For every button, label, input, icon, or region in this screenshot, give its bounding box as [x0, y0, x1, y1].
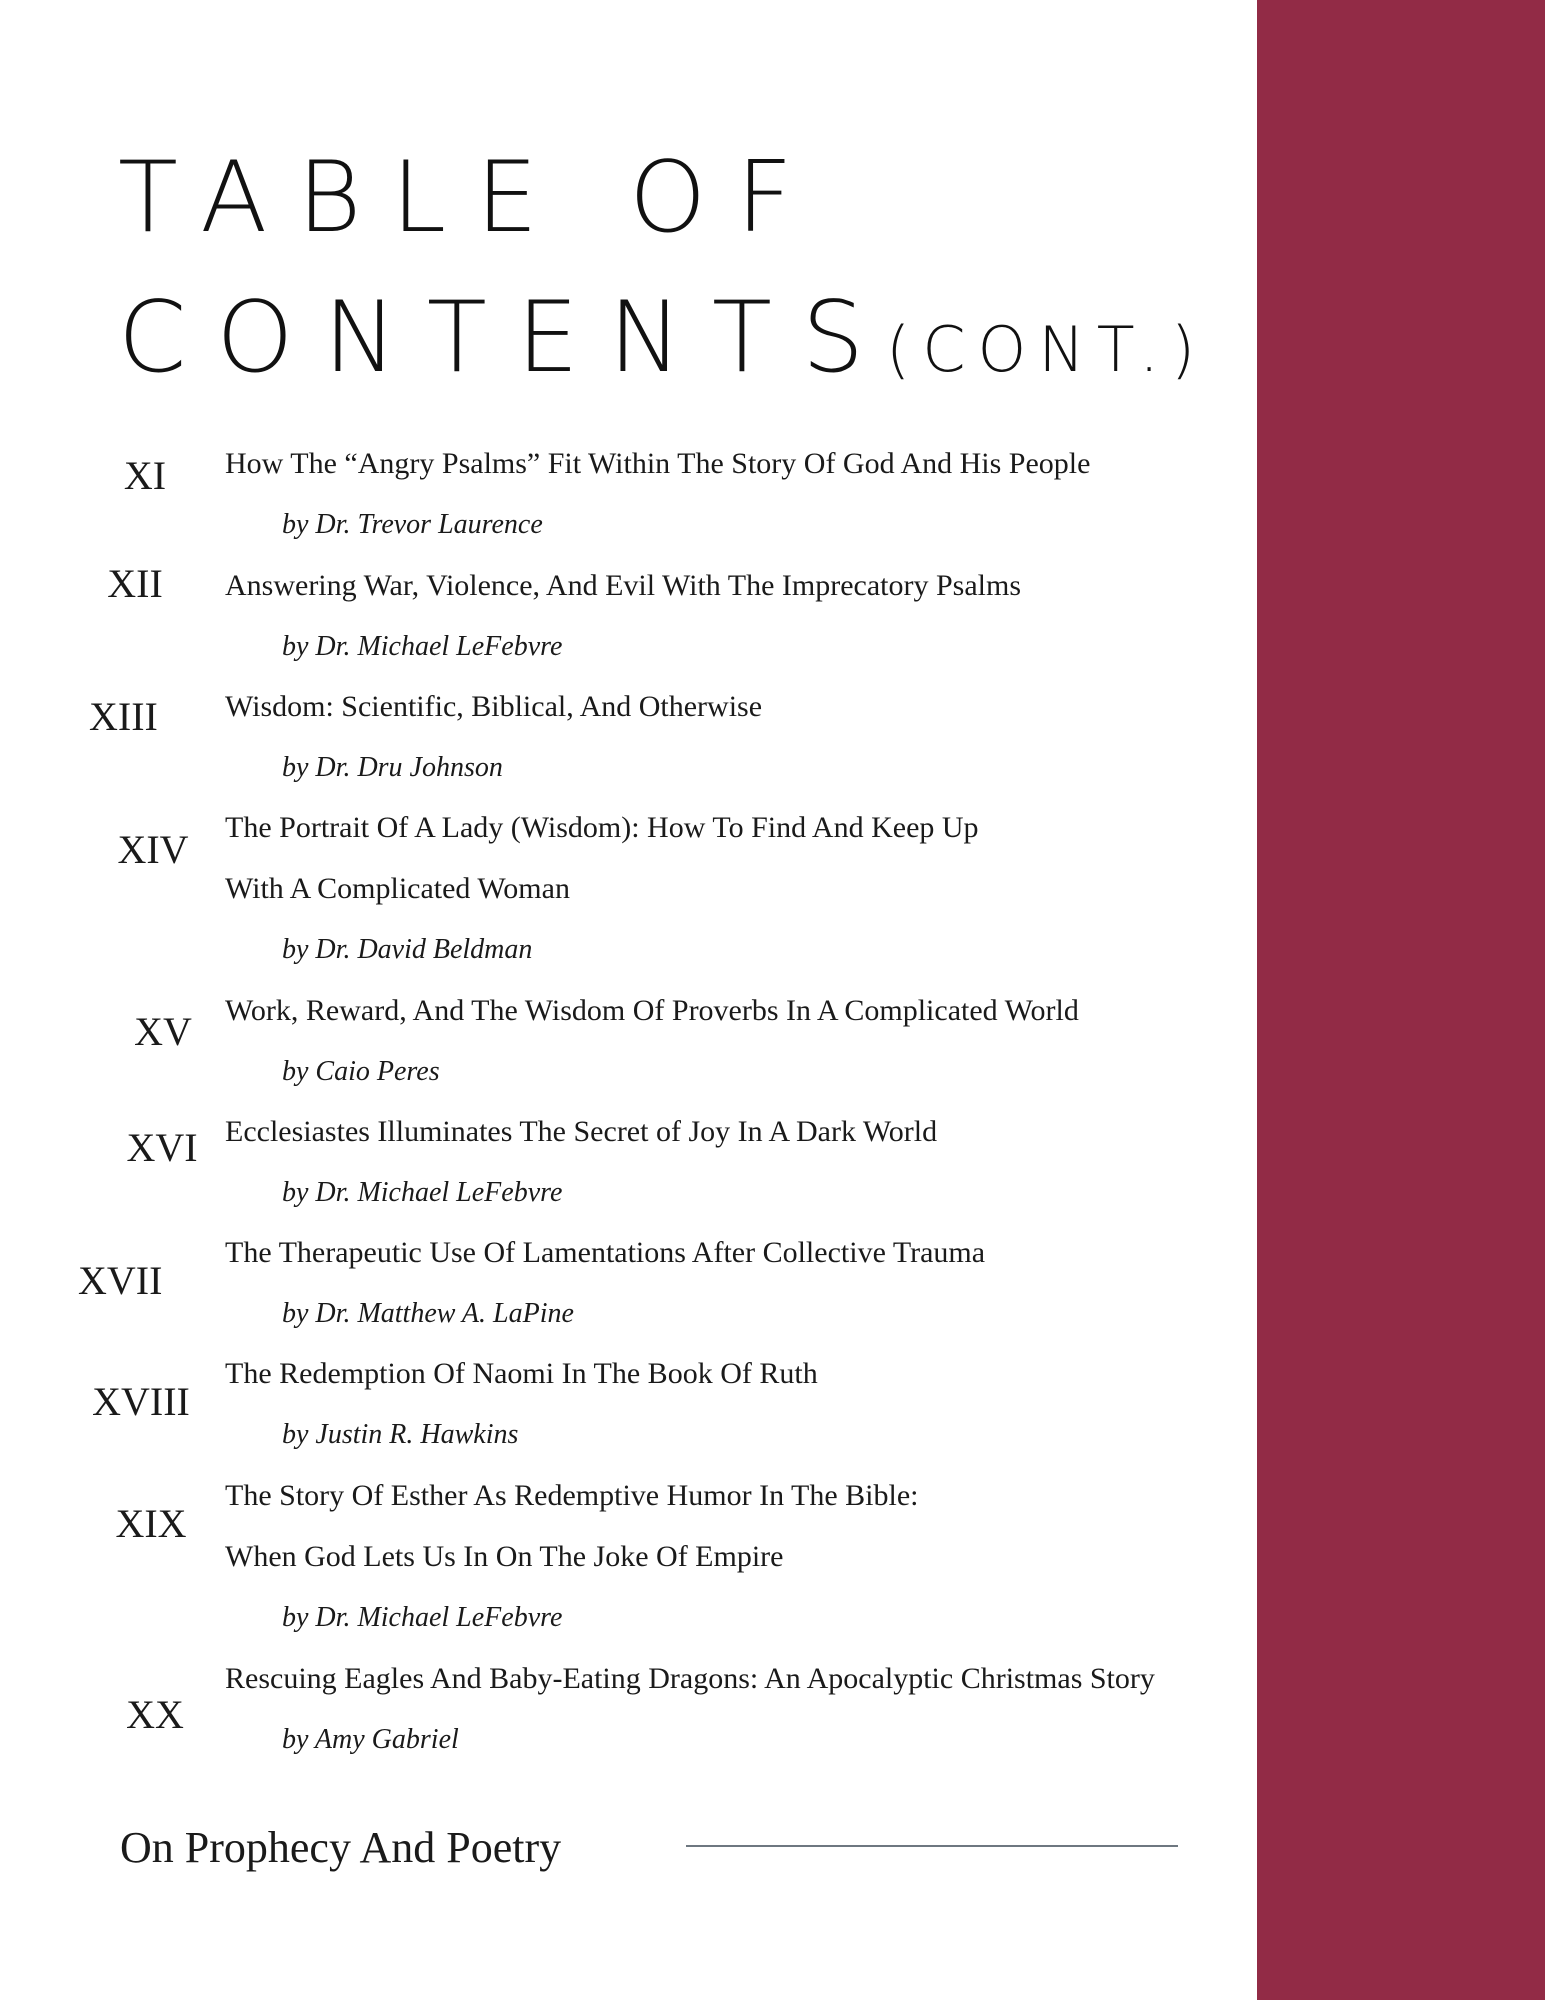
chapter-numeral: XX — [126, 1692, 184, 1737]
chapter-numeral: XI — [123, 453, 167, 498]
chapter-numeral: XIII — [89, 694, 158, 739]
chapter-title: The Therapeutic Use Of Lamentations After Collective Trauma — [225, 1236, 986, 1269]
chapter-author: by Dr. Matthew A. LaPine — [282, 1298, 574, 1329]
chapter-author: by Dr. David Beldman — [282, 934, 533, 965]
chapter-title: Rescuing Eagles And Baby-Eating Dragons: An Apocalyptic Christmas Story — [225, 1662, 1155, 1695]
title-line-2 — [118, 268, 1207, 420]
chapter-numeral: XIX — [115, 1501, 187, 1546]
chapter-title-continued: With A Complicated Woman — [225, 872, 570, 905]
chapter-title: Answering War, Violence, And Evil With The Imprecatory Psalms — [225, 569, 1022, 602]
chapter-title: The Redemption Of Naomi In The Book Of Ruth — [225, 1357, 818, 1390]
chapter-numeral: XVI — [126, 1125, 198, 1170]
chapter-author: by Caio Peres — [282, 1056, 440, 1087]
chapter-author: by Dr. Michael LeFebvre — [282, 631, 563, 662]
decorative-side-bar — [1257, 0, 1545, 2000]
chapter-title: How The “Angry Psalms” Fit Within The Story Of God And His People — [225, 447, 1091, 480]
page-title — [118, 128, 1207, 420]
chapter-author: by Dr. Dru Johnson — [282, 752, 503, 783]
chapter-numeral: XVII — [78, 1258, 163, 1303]
chapter-author: by Amy Gabriel — [282, 1724, 459, 1755]
section-divider-line — [686, 1845, 1178, 1847]
chapter-title: Wisdom: Scientific, Biblical, And Otherwise — [225, 690, 763, 723]
chapter-title: The Story Of Esther As Redemptive Humor In The Bible: — [225, 1479, 919, 1512]
chapter-numeral: XIV — [117, 827, 189, 872]
chapter-numeral: XV — [134, 1009, 192, 1054]
chapter-author: by Dr. Michael LeFebvre — [282, 1602, 563, 1633]
chapter-title: The Portrait Of A Lady (Wisdom): How To Find And Keep Up — [225, 811, 979, 844]
chapter-title: Work, Reward, And The Wisdom Of Proverbs In A Complicated World — [225, 994, 1079, 1027]
chapter-author: by Dr. Trevor Laurence — [282, 509, 543, 540]
title-main-word: CONTENTS — [118, 281, 895, 395]
chapter-title-continued: When God Lets Us In On The Joke Of Empire — [225, 1540, 784, 1573]
chapter-title: Ecclesiastes Illuminates The Secret of Joy In A Dark World — [225, 1115, 938, 1148]
chapter-author: by Justin R. Hawkins — [282, 1419, 519, 1450]
chapter-numeral: XII — [107, 561, 163, 606]
section-heading: On Prophecy And Poetry — [120, 1823, 562, 1872]
title-suffix: (CONT.) — [886, 313, 1208, 386]
title-line-1: TABLE OF — [118, 141, 823, 255]
chapter-author: by Dr. Michael LeFebvre — [282, 1177, 563, 1208]
chapter-numeral: XVIII — [92, 1379, 190, 1424]
